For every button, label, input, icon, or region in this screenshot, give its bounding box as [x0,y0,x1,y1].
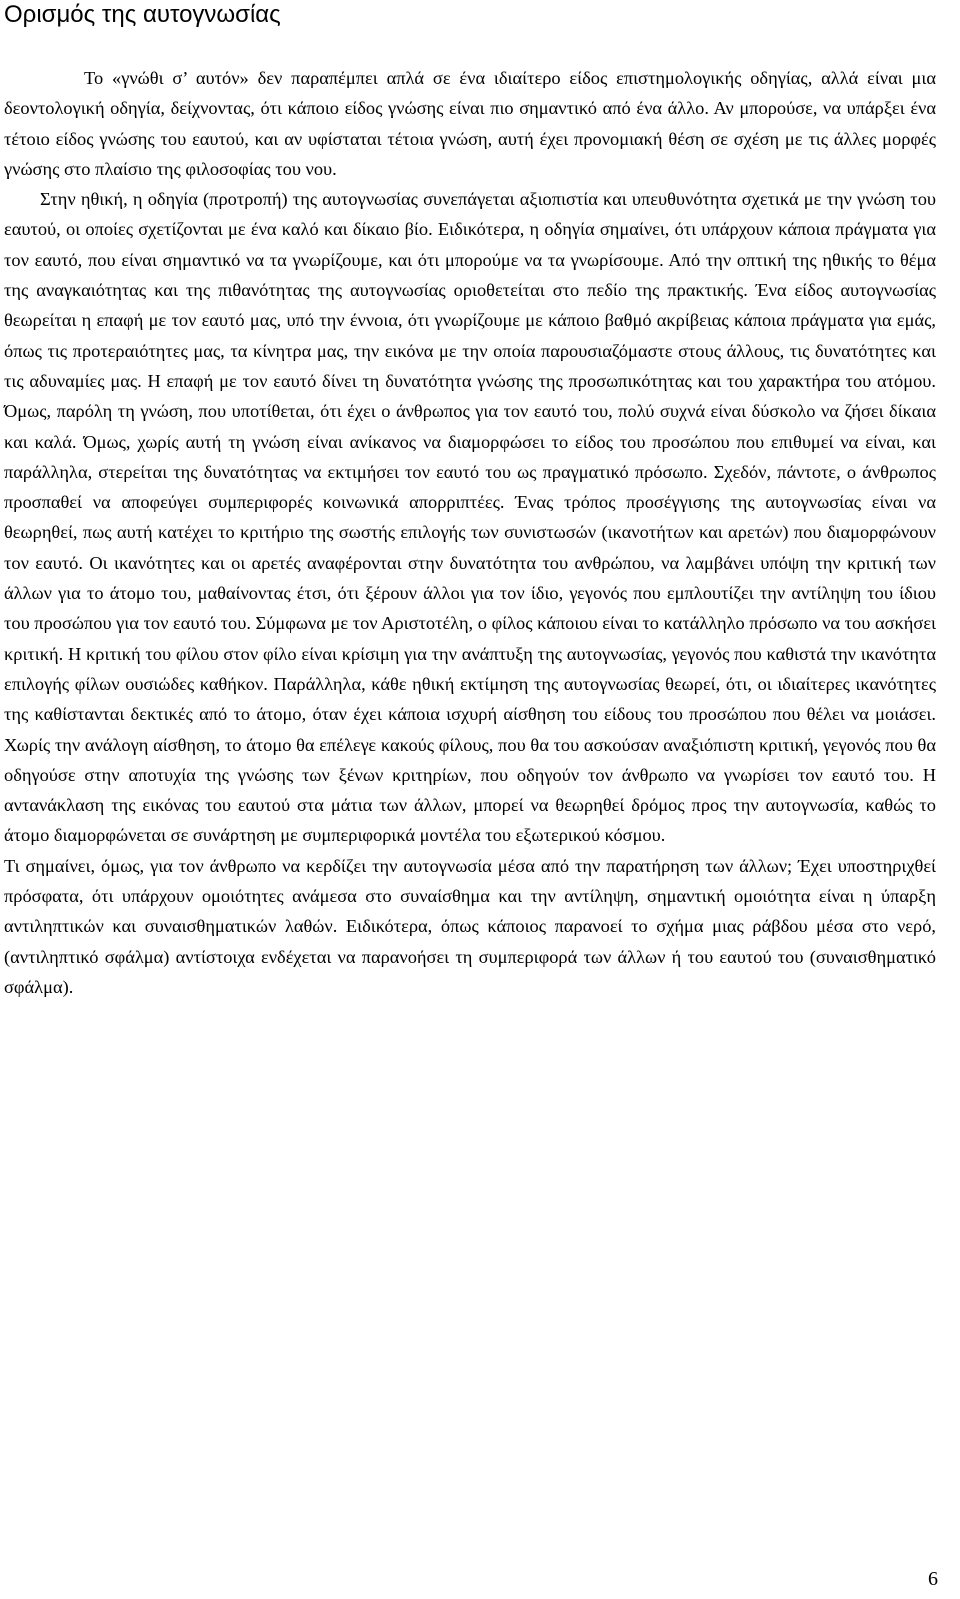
paragraph-2: Στην ηθική, η οδηγία (προτροπή) της αυτογνωσίας συνεπάγεται αξιοπιστία και υπευθυνότητα σχετικά με την γνώση του εαυτού, οι οποίες σχετίζονται με ένα καλό και δίκαιο βίο. Ειδικότερα, η οδηγία σημαίνει, ότι υπάρχουν κάποια πράγματα για τον εαυτό, που είναι σημαντικό να τα γνωρίζουμε, και ότι μπορούμε να τα γνωρίσουμε. Από την οπτική της ηθικής το θέμα της αναγκαιότητας και της πιθανότητας της αυτογνωσίας οριοθετείται στο πεδίο της πρακτικής. Ένα είδος αυτογνωσίας θεωρείται η επαφή με τον εαυτό μας, υπό την έννοια, ότι γνωρίζουμε με κάποιο βαθμό ακρίβειας κάποια πράγματα για εμάς, όπως τις προτεραιότητες μας, τα κίνητρα μας, την εικόνα με την οποία παρουσιαζόμαστε στους άλλους, τις δυνατότητες και τις αδυναμίες μας. Η επαφή με τον εαυτό δίνει τη δυνατότητα γνώσης της προσωπικότητας και του χαρακτήρα του ατόμου. Όμως, παρόλη τη γνώση, που υποτίθεται, ότι έχει ο άνθρωπος για τον εαυτό του, πολύ συχνά είναι δύσκολο να ζήσει δίκαια και καλά. Όμως, χωρίς αυτή τη γνώση είναι ανίκανος να διαμορφώσει το είδος του προσώπου που επιθυμεί να είναι, και παράλληλα, στερείται της δυνατότητας να εκτιμήσει τον εαυτό του ως πραγματικό πρόσωπο. Σχεδόν, πάντοτε, ο άνθρωπος προσπαθεί να αποφεύγει συμπεριφορές κοινωνικά απορριπτέες. Ένας τρόπος προσέγγισης της αυτογνωσίας είναι να θεωρηθεί, πως αυτή κατέχει το κριτήριο της σωστής επιλογής των συνιστωσών (ικανοτήτων και αρετών) που διαμορφώνουν τον εαυτό. Οι ικανότητες και οι αρετές αναφέρονται στην δυνατότητα του ανθρώπου, να λαμβάνει υπόψη την κριτική των άλλων για το άτομο του, μαθαίνοντας έτσι, ότι ξέρουν άλλοι για τον ίδιο, γεγονός που εμπλουτίζει την αντίληψη του ίδιου του προσώπου για τον εαυτό του. Σύμφωνα με τον Αριστοτέλη, ο φίλος κάποιου είναι το κατάλληλο πρόσωπο να του ασκήσει κριτική. Η κριτική του φίλου στον φίλο είναι κρίσιμη για την ανάπτυξη της αυτογνωσίας, γεγονός που καθιστά την ικανότητα επιλογής φίλων ουσιώδες καθήκον. Παράλληλα, κάθε ηθική εκτίμηση της αυτογνωσίας θεωρεί, ότι, οι ιδιαίτερες ικανότητες της καθίστανται δεκτικές από το άτομο, όταν έχει κάποια ισχυρή αίσθηση του είδους του προσώπου που θέλει να μοιάσει. Χωρίς την ανάλογη αίσθηση, το άτομο θα επέλεγε κακούς φίλους, που θα του ασκούσαν αναξιόπιστη κριτική, γεγονός που θα οδηγούσε στην αποτυχία της γνώσης των ξένων κριτηρίων, που οδηγούν τον άνθρωπο να γνωρίσει τον εαυτό του. Η αντανάκλαση της εικόνας του εαυτού στα μάτια των άλλων, μπορεί να θεωρηθεί δρόμος προς την αυτογνωσία, καθώς το άτομο διαμορφώνεται σε συνάρτηση με συμπεριφορικά μοντέλα του εξωτερικού κόσμου. [4,189,936,846]
paragraph-1: Το «γνώθι σ’ αυτόν» δεν παραπέμπει απλά σε ένα ιδιαίτερο είδος επιστημολογικής οδηγίας, αλλά είναι μια δεοντολογική οδηγία, δείχνοντας, ότι κάποιο είδος γνώσης είναι πιο σημαντικό από ένα άλλο. Αν μπορούσε, να υπάρξει ένα τέτοιο είδος γνώσης του εαυτού, και αν υφίσταται τέτοια γνώση, αυτή έχει προνομιακή θέση σε σχέση με τις άλλες μορφές γνώσης στο πλαίσιο της φιλοσοφίας του νου. [4,68,936,179]
body-text [4,63,936,1002]
paragraph-3: Τι σημαίνει, όμως, για τον άνθρωπο να κερδίζει την αυτογνωσία μέσα από την παρατήρηση των άλλων; Έχει υποστηριχθεί πρόσφατα, ότι υπάρχουν ομοιότητες ανάμεσα στο συναίσθημα και την αντίληψη, σημαντική ομοιότητα είναι η ύπαρξη αντιληπτικών και συναισθηματικών λαθών. Ειδικότερα, όπως κάποιος παρανοεί το σχήμα μιας ράβδου μέσα στο νερό, (αντιληπτικό σφάλμα) αντίστοιχα ενδέχεται να παρανοήσει τη συμπεριφορά των άλλων ή του εαυτού του (συναισθηματικό σφάλμα). [4,855,936,997]
page-number: 6 [928,1568,938,1590]
page-heading: Ορισμός της αυτογνωσίας [4,1,281,28]
